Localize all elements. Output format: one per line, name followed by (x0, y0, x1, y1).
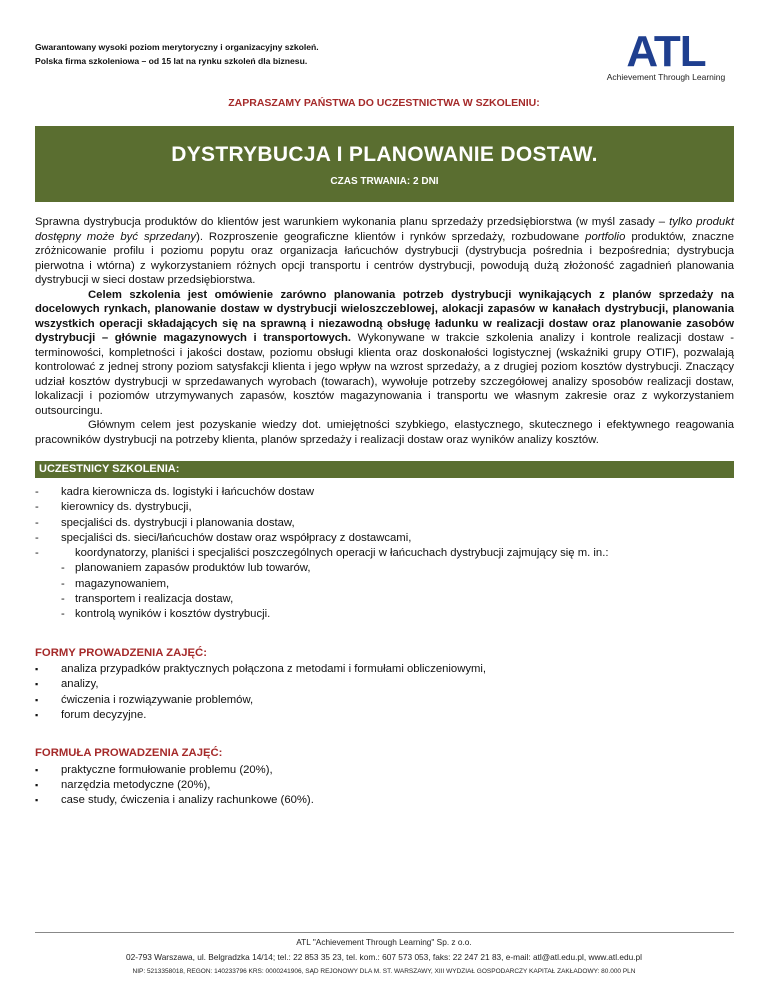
square-bullet-icon: ▪ (35, 764, 39, 775)
intro-paragraph-3: Głównym celem jest pozyskanie wiedzy dot. umiejętności szybkiego, elastycznego, skutecznego i efektywnego reagowania pracowników dystrybucji na potrzeby klienta, planów sprzedaży i realizacji dostaw oraz wyników analizy kosztów. (35, 419, 734, 446)
footer-divider (35, 932, 734, 933)
list-item (35, 485, 734, 500)
square-bullet-icon: ▪ (35, 694, 39, 705)
sub-list-item (35, 607, 734, 622)
sub-list-item-text: kontrolą wyników i kosztów dystrybucji. (75, 608, 271, 621)
intro-paragraph-2 (35, 288, 734, 419)
sub-list-item-text: transportem i realizacja dostaw, (75, 593, 234, 606)
dash-marker: - (35, 531, 39, 544)
formula-heading: FORMUŁA PROWADZENIA ZAJĘĆ: (35, 747, 223, 760)
square-bullet-icon: ▪ (35, 664, 39, 675)
list-item-text: specjaliści ds. dystrybucji i planowania dostaw, (61, 516, 295, 529)
list-item (35, 500, 734, 515)
square-bullet-icon: ▪ (35, 780, 39, 791)
dash-marker: - (61, 577, 65, 590)
participants-list (35, 485, 734, 623)
list-item (35, 677, 734, 692)
list-item-text: analizy, (61, 678, 99, 691)
list-item (35, 516, 734, 531)
list-item-text: kierownicy ds. dystrybucji, (61, 501, 192, 514)
course-duration: CZAS TRWANIA: 2 DNI (330, 176, 439, 187)
square-bullet-icon: ▪ (35, 679, 39, 690)
list-item (35, 778, 734, 793)
footer-company: ATL "Achievement Through Learning" Sp. z o.o. (296, 937, 472, 947)
tagline-line-1: Gwarantowany wysoki poziom merytoryczny i organizacyjny szkoleń. (35, 42, 319, 52)
dash-marker: - (35, 486, 39, 498)
formula-list (35, 763, 734, 809)
intro-paragraph-1 (35, 215, 734, 288)
forms-heading: FORMY PROWADZENIA ZAJĘĆ: (35, 646, 207, 659)
list-item-text: kadra kierownicza ds. logistyki i łańcuchów dostaw (61, 486, 315, 498)
intro-p1-text-c: produktów, znaczne zróżnicowanie profilu i poziomu popytu oraz organizacja łańcuchów dystrybucji (dystrybucja pośrednia i bezpośrednia; dystrybucja pierwotna i wtórna) z wykorzystaniem różnych opcji transportu i centrów dystrybucji, powodują dużą złożoność zagadnień planowania dystrybucji w sieci dostaw przedsiębiorstwa. (35, 230, 734, 286)
footer-registration: NIP: 5213358018, REGON: 140233796 KRS: 0000241906, SĄD REJONOWY DLA M. ST. WARSZAWY, XIII WYDZIAŁ GOSPODARCZY KAPITAŁ ZAKŁADOWY: 80.000 PLN (132, 968, 636, 975)
document-body (35, 215, 734, 809)
list-item (35, 708, 734, 723)
list-item-text: praktyczne formułowanie problemu (20%), (61, 763, 273, 776)
sub-list-item-text: planowaniem zapasów produktów lub towarów, (75, 562, 311, 575)
intro-p2-text: Wykonywane w trakcie szkolenia analizy i kontrole realizacji dostaw - terminowości, kompletności i jakości dostaw, poziomu obsługi klienta oraz doskonałości logistycznej (wskaźniki grupy OTIF), pozwalają kontrolować z jednej strony poziom satysfakcji klienta i jego wpływ na wzrost sprzedaży, a z drugiej poziom kosztów dystrybucji. Znaczący udział kosztów dystrybucji w sprzedawanych wyrobach (towarach), wywołuje potrzeby szczegółowej analizy sposobów realizacji dostaw, lokalizacji i poziomów utrzymywanych zapasów, kosztów magazynowania i transportu we własnym zakresie oraz z wykorzystaniem outsourcingu. (35, 332, 734, 417)
list-item (35, 693, 734, 708)
sub-list-item (35, 577, 734, 592)
intro-p1-text-a: Sprawna dystrybucja produktów do klientów jest warunkiem wykonania planu sprzedaży przedsiębiorstwa (w myśl zasady – (35, 216, 670, 228)
intro-p1-emphasis: tylko produkt dostępny może być sprzedany (35, 216, 734, 243)
dash-marker: - (35, 516, 39, 529)
list-item-text: narzędzia metodyczne (20%), (61, 779, 211, 792)
list-item (35, 662, 734, 677)
sub-list-item-text: magazynowaniem, (75, 577, 170, 590)
logo-text: ATL (626, 27, 706, 76)
list-item (35, 546, 734, 561)
course-banner (35, 126, 734, 202)
dash-marker: - (61, 562, 65, 575)
list-item (35, 763, 734, 778)
list-item-text: case study, ćwiczenia i analizy rachunkowe (60%). (61, 794, 314, 807)
footer-contact: 02-793 Warszawa, ul. Belgradzka 14/14; tel.: 22 853 35 23, tel. kom.: 607 573 053, faks: 22 247 21 83, e-mail: atl@atl.edu.pl, www.atl.edu.pl (126, 952, 642, 962)
list-item-text: koordynatorzy, planiści i specjaliści poszczególnych operacji w łańcuchach dystrybucji zajmujący się m. in.: (75, 547, 609, 560)
participants-heading: UCZESTNICY SZKOLENIA: (35, 461, 734, 478)
sub-list-item (35, 561, 734, 576)
list-item-text: analiza przypadków praktycznych połączona z metodami i formułami obliczeniowymi, (61, 663, 487, 676)
atl-logo (600, 27, 732, 82)
list-item-text: ćwiczenia i rozwiązywanie problemów, (61, 693, 254, 706)
dash-marker: - (35, 501, 39, 514)
sub-list-item (35, 592, 734, 607)
intro-p1-text-b: ). Rozproszenie geograficzne klientów i rynków sprzedaży, rozbudowane (196, 230, 586, 243)
list-item (35, 531, 734, 546)
list-item-text: forum decyzyjne. (61, 709, 147, 722)
list-item-text: specjaliści ds. sieci/łańcuchów dostaw oraz współpracy z dostawcami, (61, 531, 412, 544)
dash-marker: - (61, 593, 65, 606)
intro-p2-bold: Celem szkolenia jest omówienie zarówno planowania potrzeb dystrybucji wynikających z planów sprzedaży na docelowych rynkach, planowanie dostaw w dystrybucji wieloszczeblowej, alokacji zapasów w kanałach dystrybucji, planowania wszystkich operacji składających się na sprawną i niezawodną obsługę ładunku w realizacji dostaw oraz planowanie zasobów dystrybucji – głównie magazynowych i transportowych. (35, 288, 734, 344)
dash-marker: - (35, 547, 39, 560)
dash-marker: - (61, 608, 65, 621)
square-bullet-icon: ▪ (35, 795, 39, 806)
logo-subtitle: Achievement Through Learning (606, 72, 726, 82)
forms-list (35, 662, 734, 723)
tagline-line-2: Polska firma szkoleniowa – od 15 lat na rynku szkoleń dla biznesu. (35, 56, 308, 66)
header-tagline (35, 40, 319, 68)
invitation-heading: ZAPRASZAMY PAŃSTWA DO UCZESTNICTWA W SZKOLENIU: (228, 97, 540, 109)
intro-p1-emphasis-2: portfolio (585, 230, 626, 243)
course-title: DYSTRYBUCJA I PLANOWANIE DOSTAW. (171, 143, 598, 166)
square-bullet-icon: ▪ (35, 710, 39, 721)
list-item (35, 793, 734, 808)
